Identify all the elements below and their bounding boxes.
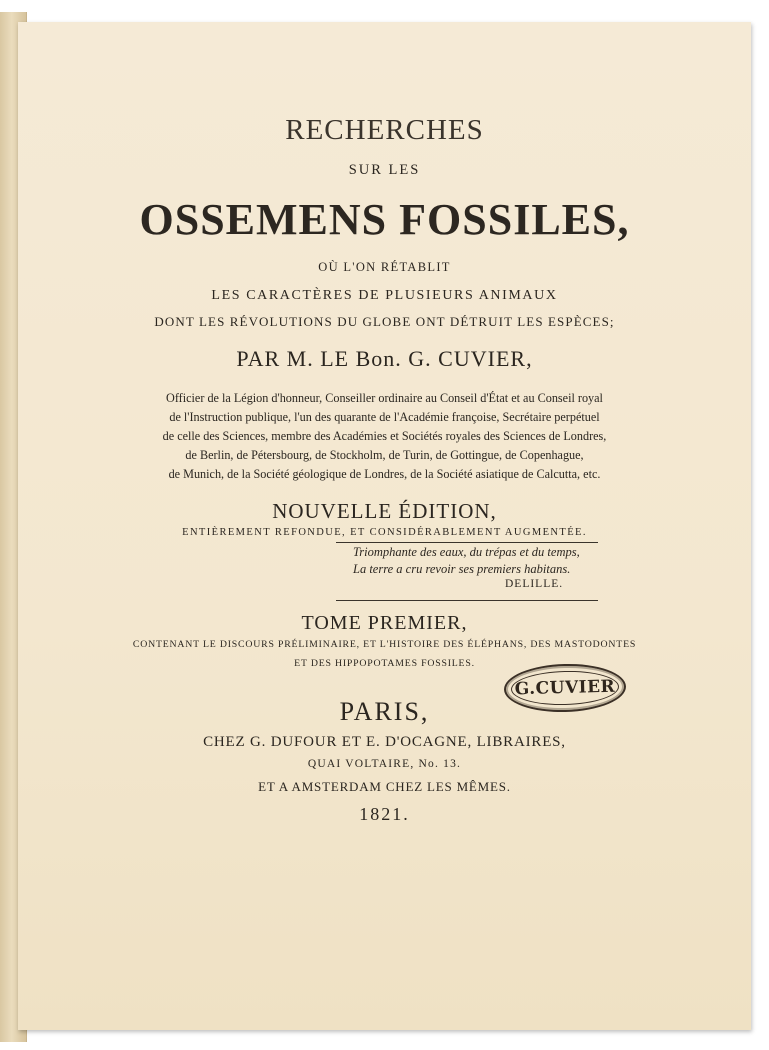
epigraph-rule-top	[336, 542, 598, 543]
volume-heading: TOME PREMIER,	[301, 612, 468, 634]
credentials-line-2: de l'Instruction publique, l'un des quarante de l'Académie françoise, Secrétaire perpétuel	[169, 410, 600, 424]
imprint-year: 1821.	[359, 804, 410, 824]
volume-subtitle-line-1: CONTENANT LE DISCOURS PRÉLIMINAIRE, ET L'HISTOIRE DES ÉLÉPHANS, DES MASTODONTES	[132, 639, 637, 650]
subtitle-line-1: OÙ L'ON RÉTABLIT	[318, 260, 451, 274]
title-line-2: SUR LES	[348, 162, 421, 178]
imprint-city: PARIS,	[339, 697, 430, 726]
credentials-line-1: Officier de la Légion d'honneur, Conseiller ordinaire au Conseil d'État et au Conseil royal	[166, 391, 603, 405]
subtitle-line-2: LES CARACTÈRES DE PLUSIEURS ANIMAUX	[211, 288, 558, 303]
edition-subtitle: ENTIÈREMENT REFONDUE, ET CONSIDÉRABLEMENT AUGMENTÉE.	[182, 527, 587, 538]
subtitle-line-3: DONT LES RÉVOLUTIONS DU GLOBE ONT DÉTRUIT LES ESPÈCES;	[154, 314, 615, 329]
edition-heading: NOUVELLE ÉDITION,	[272, 499, 497, 523]
credentials-line-5: de Munich, de la Société géologique de Londres, de la Société asiatique de Calcutta, etc.	[168, 467, 601, 481]
title-page	[18, 22, 751, 1030]
stamp-text: G.CUVIER	[514, 676, 616, 700]
imprint-address: QUAI VOLTAIRE, No. 13.	[307, 758, 462, 770]
volume-subtitle-line-2: ET DES HIPPOPOTAMES FOSSILES.	[294, 658, 475, 669]
imprint-publisher: CHEZ G. DUFOUR ET E. D'OCAGNE, LIBRAIRES,	[203, 734, 566, 750]
imprint-also: ET A AMSTERDAM CHEZ LES MÊMES.	[258, 779, 511, 794]
credentials-line-4: de Berlin, de Pétersbourg, de Stockholm, de Turin, de Gottingue, de Copenhague,	[185, 448, 584, 462]
credentials-line-3: de celle des Sciences, membre des Académies et Sociétés royales des Sciences de Londres,	[162, 429, 607, 443]
epigraph-rule-bottom	[336, 600, 598, 601]
epigraph-attribution: DELILLE.	[505, 578, 564, 590]
epigraph-line-2: La terre a cru revoir ses premiers habitans.	[353, 562, 571, 576]
title-line-1: RECHERCHES	[285, 114, 484, 146]
author-line: PAR M. LE Bon. G. CUVIER,	[236, 346, 533, 371]
main-title: OSSEMENS FOSSILES,	[139, 195, 630, 244]
epigraph-line-1: Triomphante des eaux, du trépas et du temps,	[353, 545, 580, 559]
